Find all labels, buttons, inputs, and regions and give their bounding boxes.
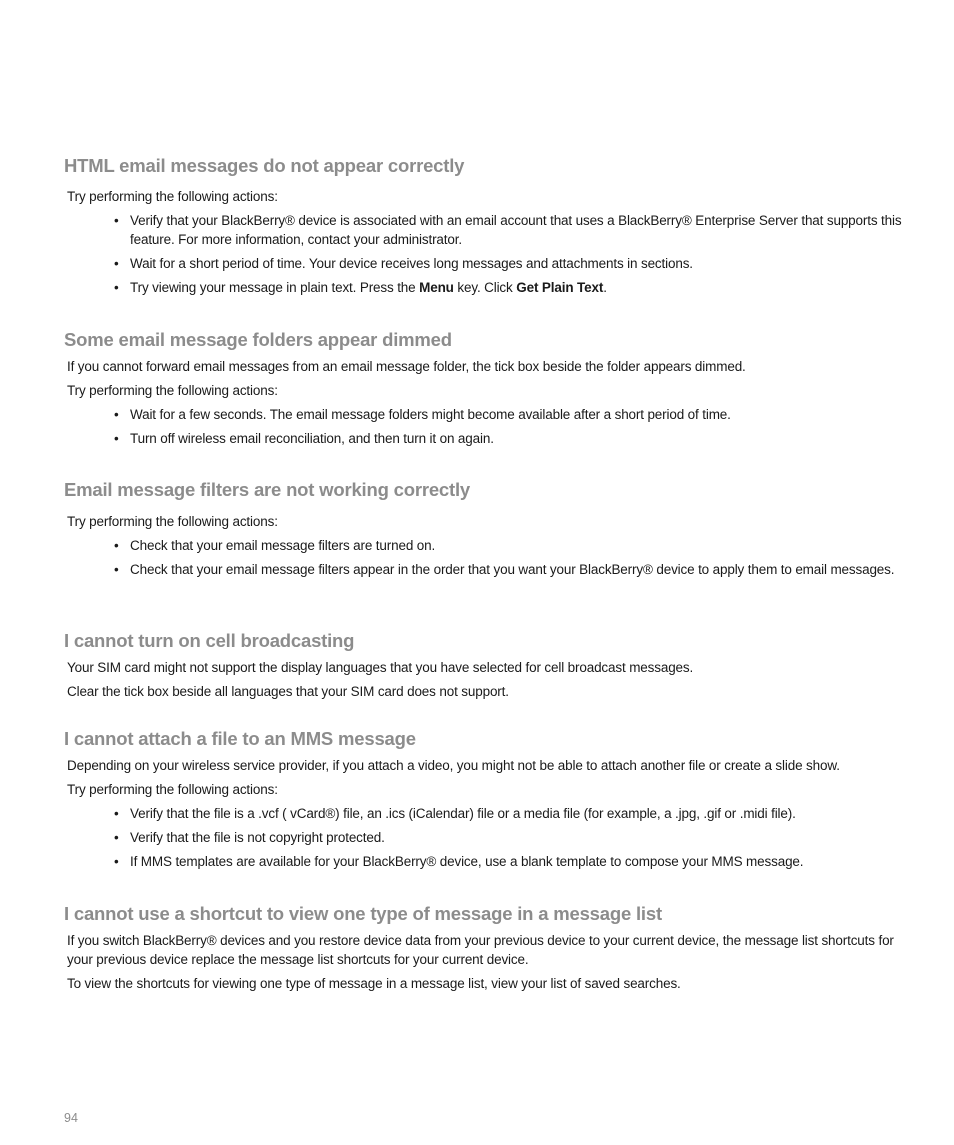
bullet-glyph: • [114,806,119,821]
text-run: Try viewing your message in plain text. Press the [130,280,420,295]
paragraph: Clear the tick box beside all languages that your SIM card does not support. [67,684,509,699]
list-item [114,405,904,424]
list-item-text: Wait for a short period of time. Your device receives long messages and attachments in sections. [130,256,693,271]
list-item-text: Verify that the file is a .vcf ( vCard®) file, an .ics (iCalendar) file or a media file (for example, a .jpg, .gif or .midi file). [130,806,796,821]
bullet-glyph: • [114,407,119,422]
bullet-glyph: • [114,280,119,295]
list-item [114,536,904,555]
section-heading-folders-dimmed: Some email message folders appear dimmed [64,329,452,350]
list-item [114,560,904,579]
bullet-glyph: • [114,213,119,228]
paragraph: Depending on your wireless service provider, if you attach a video, you might not be able to attach another file or create a slide show. [67,758,840,773]
paragraph: If you switch BlackBerry® devices and you restore device data from your previous device to your current device, the message list shortcuts for your previous device replace the message list shortcuts for your current device. [67,933,894,967]
paragraph: To view the shortcuts for viewing one type of message in a message list, view your list of saved searches. [67,976,681,991]
list-item-text: Check that your email message filters are turned on. [130,538,436,553]
paragraph: If you cannot forward email messages from an email message folder, the tick box beside the folder appears dimmed. [67,359,746,374]
text-run: key. Click [453,280,517,295]
menu-key-label: Menu [419,280,454,295]
list-item-text: Verify that your BlackBerry® device is associated with an email account that uses a BlackBerry® Enterprise Server that supports this feature. For more information, contact your administrator. [130,213,902,247]
section-heading-shortcut: I cannot use a shortcut to view one type of message in a message list [64,903,662,924]
list-item [114,211,904,249]
list-item-text: Verify that the file is not copyright protected. [130,830,385,845]
list-item [114,278,904,297]
list-item [114,254,904,273]
list-item-text: If MMS templates are available for your BlackBerry® device, use a blank template to compose your MMS message. [130,854,804,869]
list-item [114,804,904,823]
section-heading-html-email: HTML email messages do not appear correctly [64,155,465,176]
bullet-glyph: • [114,854,119,869]
bullet-glyph: • [114,538,119,553]
list-item-text: Check that your email message filters appear in the order that you want your BlackBerry® device to apply them to email messages. [130,562,895,577]
list-item [114,429,904,448]
paragraph: Try performing the following actions: [67,514,278,529]
bullet-glyph: • [114,256,119,271]
list-item [114,852,904,871]
paragraph: Try performing the following actions: [67,383,278,398]
page-number: 94 [64,1111,78,1125]
paragraph: Try performing the following actions: [67,189,278,204]
list-item [114,828,904,847]
bullet-glyph: • [114,830,119,845]
list-item-text [130,278,904,297]
paragraph: Try performing the following actions: [67,782,278,797]
section-heading-cell-broadcasting: I cannot turn on cell broadcasting [64,630,355,651]
text-run: . [603,280,607,295]
list-item-text: Wait for a few seconds. The email message folders might become available after a short period of time. [130,407,731,422]
section-heading-mms-attach: I cannot attach a file to an MMS message [64,728,416,749]
bullet-glyph: • [114,562,119,577]
list-item-text: Turn off wireless email reconciliation, and then turn it on again. [130,431,494,446]
section-heading-filters: Email message filters are not working correctly [64,479,470,500]
bullet-glyph: • [114,431,119,446]
get-plain-text-label: Get Plain Text [516,280,604,295]
paragraph: Your SIM card might not support the display languages that you have selected for cell broadcast messages. [67,660,694,675]
